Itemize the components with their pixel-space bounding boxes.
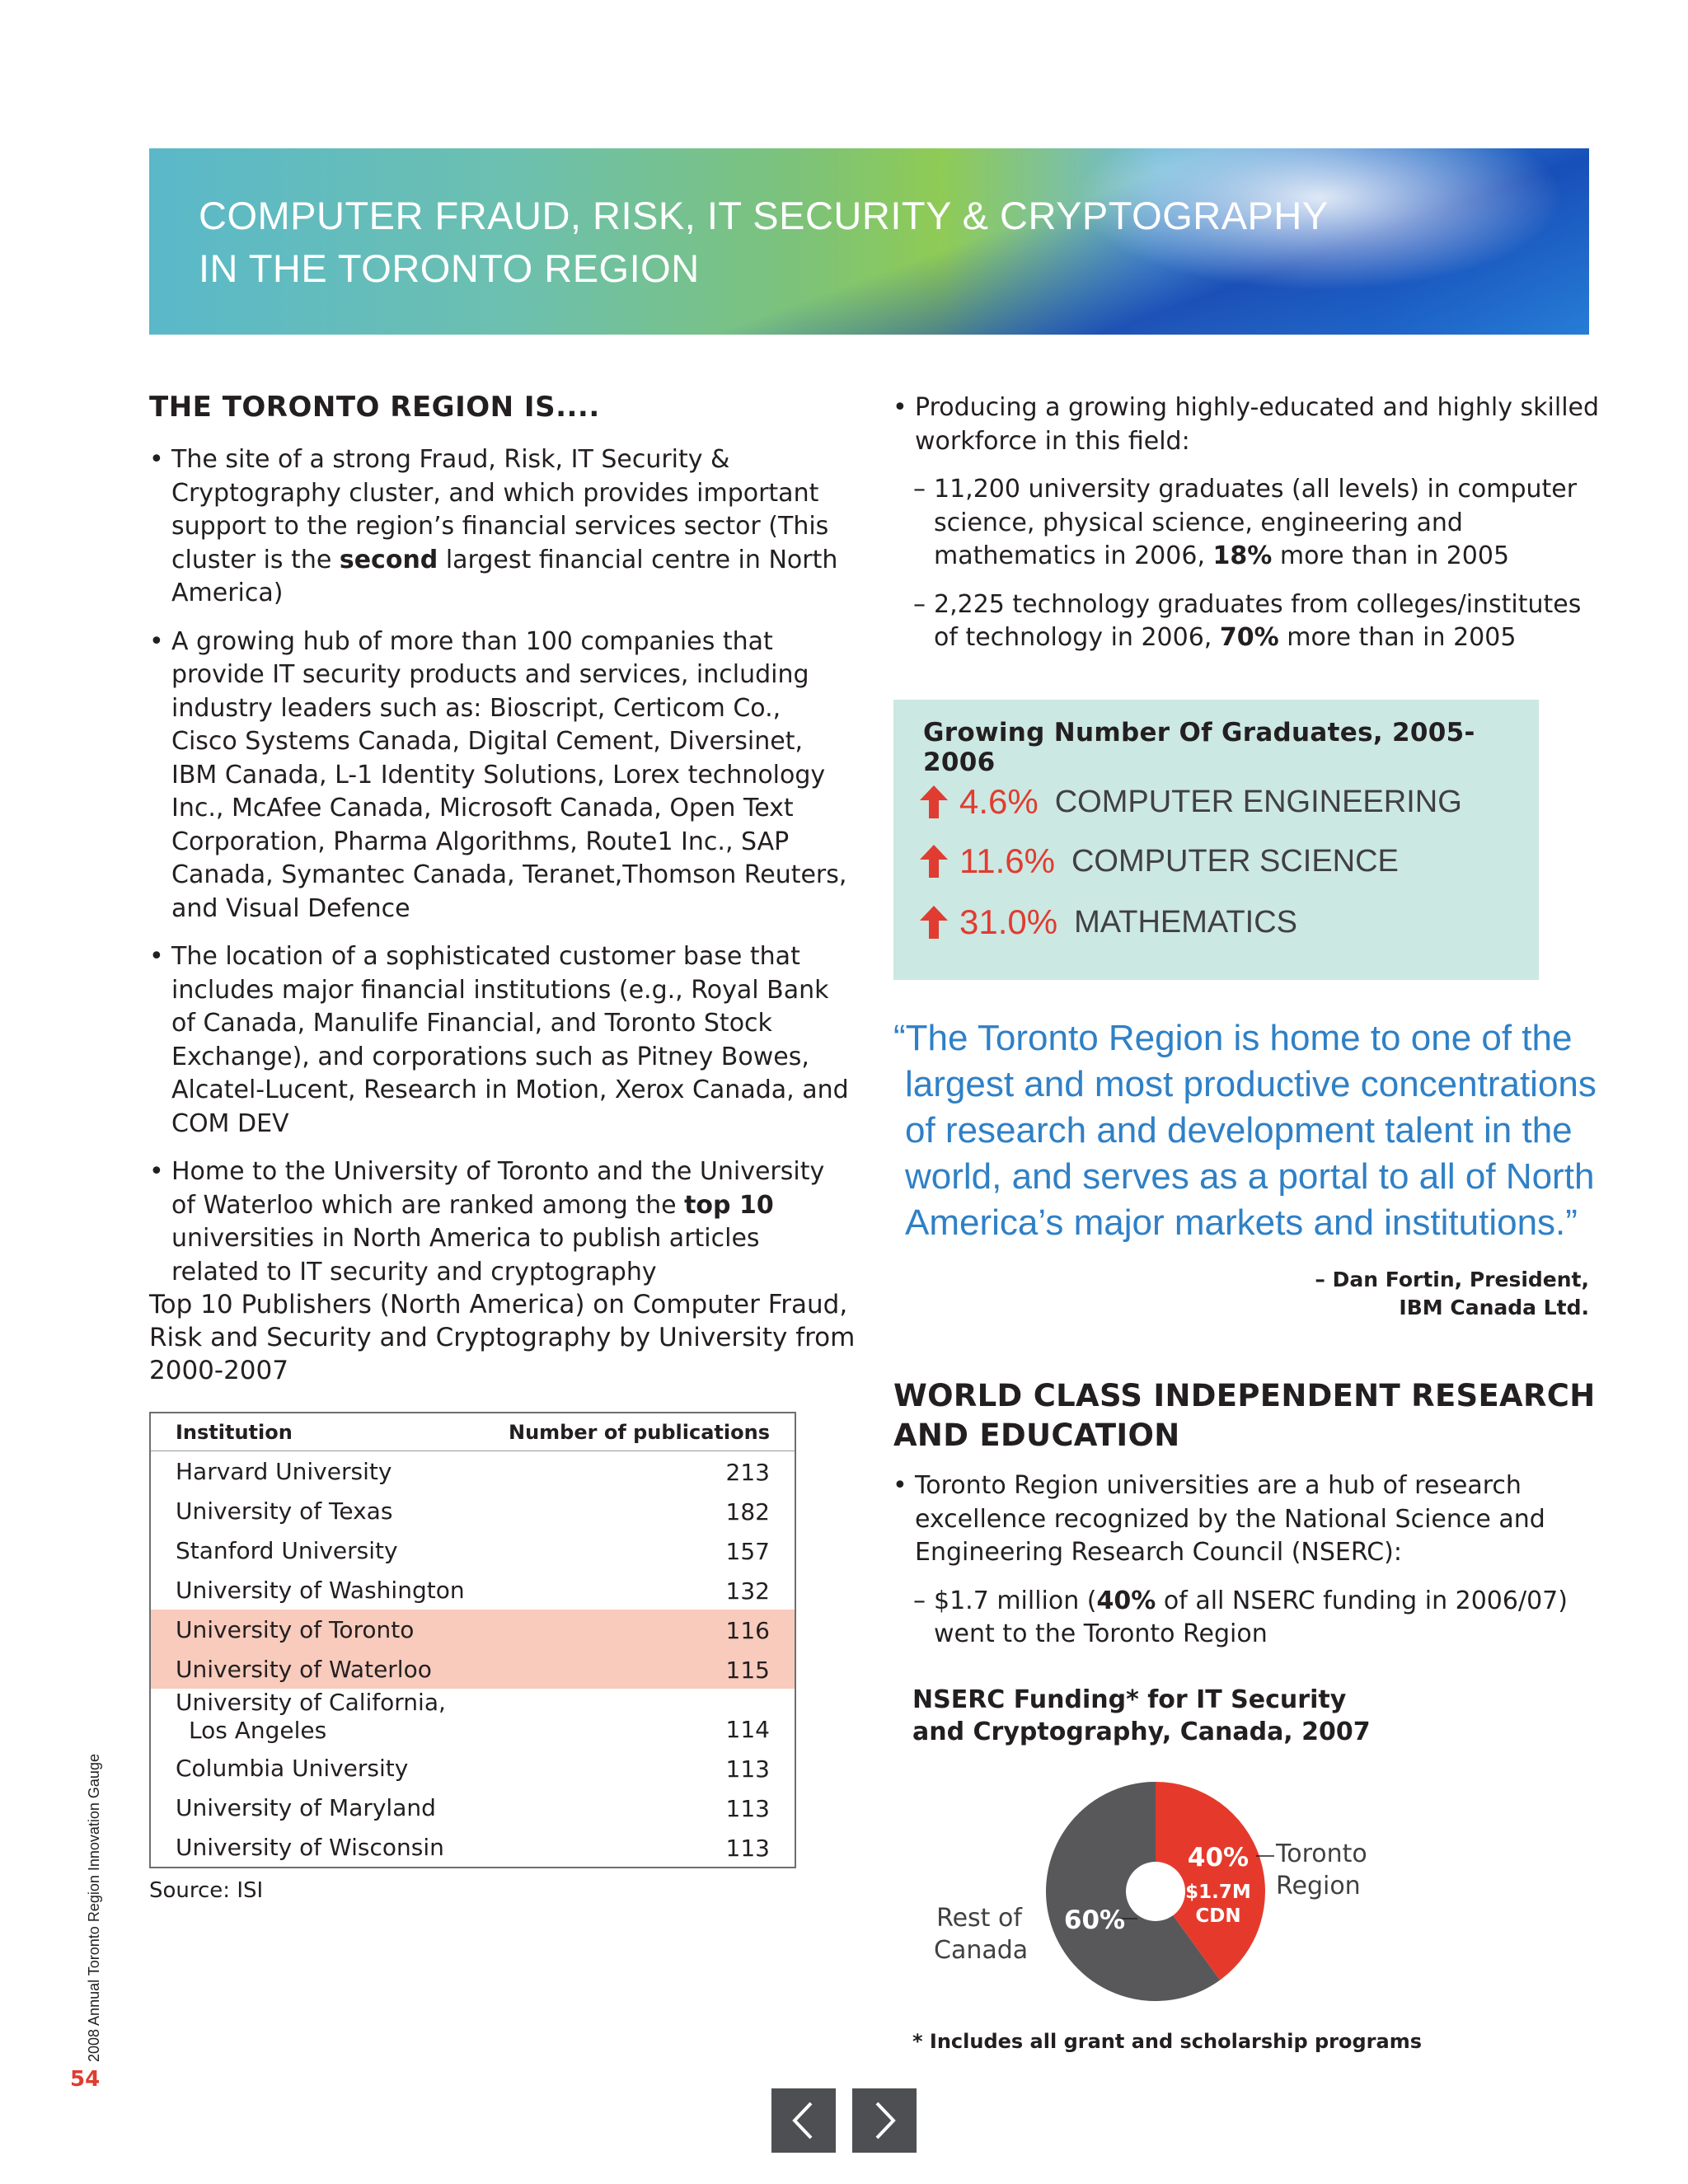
chart-footnote: * Includes all grant and scholarship programs xyxy=(912,2030,1422,2053)
table-row: University of California, Los Angeles 114 xyxy=(176,1689,770,1744)
table-row-highlighted: University of Waterloo 115 xyxy=(151,1649,795,1689)
bullet-item: • The site of a strong Fraud, Risk, IT Security & Cryptography cluster, and which provides important support to the region’s financial services sector (This cluster is the second largest financial centre in North America) xyxy=(149,443,850,611)
section-heading-toronto-region: THE TORONTO REGION IS.... xyxy=(149,391,600,424)
nserc-funding-pie-chart xyxy=(1040,1780,1502,2003)
pie-pct-label-toronto: 40% xyxy=(1187,1843,1250,1872)
bullet-item: • A growing hub of more than 100 companies that provide IT security products and services, including industry leaders such as: Bioscript, Certicom Co., Cisco Systems Canada, Digital Cement, Diversinet, IBM Canada, L-1 Identity Solutions, Lorex technology Inc., McAfee Canada, Microsoft Canada, Open Text Corporation, Pharma Algorithms, Route1 Inc., SAP Canada, Symantec Canada, Teranet,Thomson Reuters, and Visual Defence xyxy=(149,626,850,926)
growth-row: 31.0% MATHEMATICS xyxy=(920,902,1297,942)
toronto-region-bullets xyxy=(149,443,850,1304)
column-header: Institution xyxy=(176,1420,293,1444)
pie-center-hole xyxy=(1126,1862,1185,1921)
bullet-item: • Producing a growing highly-educated and highly skilled workforce in this field: xyxy=(893,391,1601,458)
pie-amount-label-toronto: $1.7M xyxy=(1185,1882,1251,1903)
table-header-row xyxy=(151,1413,795,1451)
pie-amount-unit-toronto: CDN xyxy=(1195,1905,1241,1927)
table-row: University of Texas 182 xyxy=(176,1497,770,1526)
next-page-button[interactable] xyxy=(852,2088,917,2153)
up-arrow-icon xyxy=(920,845,948,878)
pie-pct-label-rest: 60% xyxy=(1063,1905,1126,1935)
table-row: University of Washington 132 xyxy=(176,1577,770,1605)
research-bullets xyxy=(893,1469,1601,1666)
page-number: 54 xyxy=(70,2067,101,2092)
sub-bullet-item: – $1.7 million (40% of all NSERC funding in 2006/07) went to the Toronto Region xyxy=(893,1585,1601,1652)
chevron-left-icon xyxy=(771,2088,836,2153)
table-row: University of Maryland 113 xyxy=(176,1794,770,1822)
sub-bullet-item: – 2,225 technology graduates from colleges/institutes of technology in 2006, 70% more than in 2005 xyxy=(893,588,1601,655)
up-arrow-icon xyxy=(920,785,948,818)
bullet-item: • The location of a sophisticated customer base that includes major financial institutions (e.g., Royal Bank of Canada, Manulife Financial, and Toronto Stock Exchange), and corporations such as Pitney Bowes, Alcatel-Lucent, Research in Motion, Xerox Canada, and COM DEV xyxy=(149,940,850,1141)
table-row: Harvard University 213 xyxy=(176,1458,770,1486)
bullet-item: • Toronto Region universities are a hub of research excellence recognized by the National Science and Engineering Research Council (NSERC): xyxy=(893,1469,1601,1570)
quote-attribution: – Dan Fortin, President, IBM Canada Ltd. xyxy=(1315,1268,1589,1319)
pie-legend-toronto-region: Toronto Region xyxy=(1276,1840,1367,1900)
publication-side-text: 2008 Annual Toronto Region Innovation Gauge xyxy=(86,1754,102,2062)
page-title: COMPUTER FRAUD, RISK, IT SECURITY & CRYPTOGRAPHY IN THE TORONTO REGION xyxy=(199,194,1329,290)
pie-legend-rest-of-canada: Rest of Canada xyxy=(934,1904,1029,1965)
growth-row: 11.6% COMPUTER SCIENCE xyxy=(920,841,1399,881)
up-arrow-icon xyxy=(920,906,948,939)
publishers-table xyxy=(149,1412,796,1868)
bullet-item: • Home to the University of Toronto and the University of Waterloo which are ranked among the top 10 universities in North America to publish articles related to IT security and cryptography xyxy=(149,1155,850,1289)
workforce-bullets xyxy=(893,391,1601,670)
table-source: Source: ISI xyxy=(149,1878,264,1903)
previous-page-button[interactable] xyxy=(771,2088,836,2153)
chevron-right-icon xyxy=(852,2088,917,2153)
graduates-box-title: Growing Number Of Graduates, 2005-2006 xyxy=(923,718,1475,777)
section-heading-research: WORLD CLASS INDEPENDENT RESEARCH AND EDUCATION xyxy=(893,1378,1596,1453)
table-title: Top 10 Publishers (North America) on Computer Fraud, Risk and Security and Cryptography by University from 2000-2007 xyxy=(149,1290,856,1385)
graduates-growth-box xyxy=(893,700,1539,980)
table-row: Columbia University 113 xyxy=(176,1755,770,1783)
chart-title: NSERC Funding* for IT Security and Cryptography, Canada, 2007 xyxy=(912,1685,1371,1746)
column-header: Number of publications xyxy=(509,1420,770,1444)
table-row: University of Wisconsin 113 xyxy=(176,1834,770,1862)
table-row-highlighted: University of Toronto 116 xyxy=(151,1610,795,1649)
sub-bullet-item: – 11,200 university graduates (all levels) in computer science, physical science, engineering and mathematics in 2006, 18% more than in 2005 xyxy=(893,473,1601,574)
pull-quote: “The Toronto Region is home to one of the largest and most productive concentrations of research and development talent in the world, and serves as a portal to all of North America’s major markets and institutions.” xyxy=(893,1018,1597,1243)
table-row: Stanford University 157 xyxy=(176,1537,770,1565)
header-banner xyxy=(149,148,1589,335)
growth-row: 4.6% COMPUTER ENGINEERING xyxy=(920,782,1462,822)
